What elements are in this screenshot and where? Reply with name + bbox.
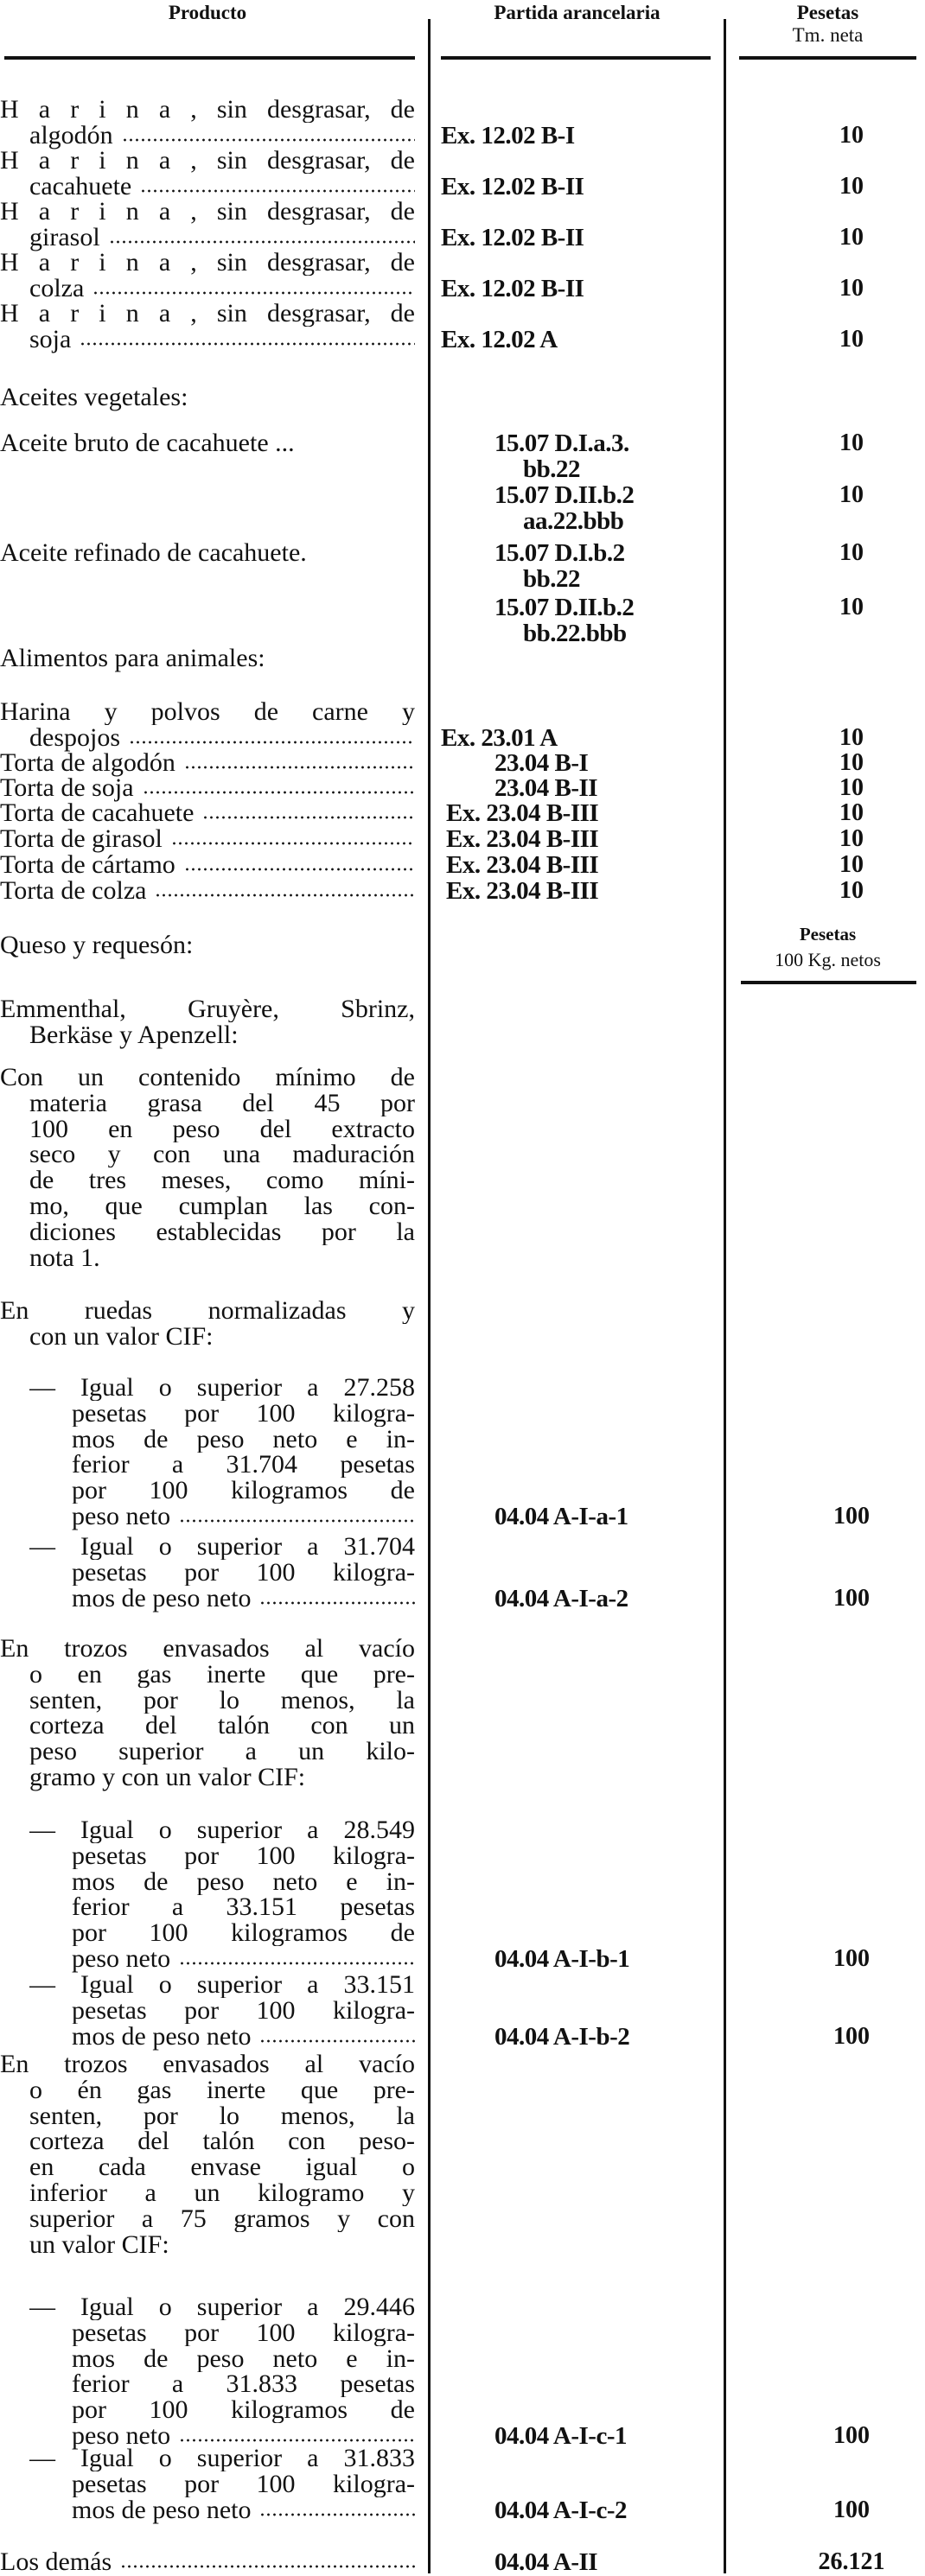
product-line [29,120,415,149]
product-label: Los demás [0,2547,112,2576]
dot-leader [259,1600,415,1606]
product-line: mos de peso neto e in- [72,2345,415,2372]
product-line: corteza del talón con un [29,1713,415,1740]
product-line [0,826,415,852]
dot-leader [179,1961,415,1966]
product-line: por 100 kilogramos de [72,1920,415,1947]
dot-leader [179,2438,415,2443]
header-rule [4,56,415,60]
partida-arancelaria: Ex. 12.02 B-I [441,121,575,149]
header-partida: Partida arancelaria [494,2,660,23]
product-line: H a r i n a , sin desgrasar, de [0,301,415,327]
product-line [0,852,415,878]
pesetas-value: 10 [839,877,864,904]
product-line: — Igual o superior a 31.704 [29,1534,415,1560]
pesetas-value: 10 [839,774,864,801]
pesetas-value: 10 [839,172,864,200]
partida-arancelaria: Ex. 12.02 A [441,325,558,353]
product-label: peso neto [72,1502,171,1530]
product-line: H a r i n a , sin desgrasar, de [0,199,415,225]
product-line: senten, por lo menos, la [29,2102,415,2129]
product-line: H a r i n a , sin desgrasar, de [0,148,415,174]
product-line: por 100 kilogramos de [72,2397,415,2424]
dot-leader [179,1518,415,1523]
header-rule [739,56,916,60]
partida-arancelaria: bb.22 [523,564,581,593]
product-line: Emmenthal, Gruyère, Sbrinz, [0,996,415,1022]
pesetas-value: 100 [833,1503,870,1530]
pesetas-value: 100 [833,2422,870,2449]
partida-arancelaria: Ex. 23.04 B-III [446,851,599,879]
partida-arancelaria: bb.22.bbb [523,619,627,647]
partida-arancelaria: Ex. 12.02 B-II [441,223,584,251]
product-line [72,1946,415,1972]
product-line: Con un contenido mínimo de [0,1065,415,1091]
product-line: — Igual o superior a 31.833 [29,2446,415,2471]
product-line [29,171,415,200]
dot-leader [92,290,415,296]
partida-arancelaria: 04.04 A-I-a-2 [494,1584,628,1612]
product-label: mos de peso neto [72,2495,252,2524]
product-line: H a r i n a , sin desgrasar, de [0,250,415,276]
dot-leader [120,2564,415,2569]
product-line: de tres meses, como míni- [29,1167,415,1194]
section-heading: Alimentos para animales: [0,644,265,672]
product-label: Torta de cacahuete [0,798,195,827]
product-line: en cada envase igual o [29,2154,415,2181]
product-label: mos de peso neto [72,1583,252,1612]
product-line: senten, por lo menos, la [29,1687,415,1714]
partida-arancelaria: 04.04 A-I-c-1 [494,2422,627,2450]
pesetas-value: 100 [833,1584,870,1612]
product-line: nota 1. [29,1243,100,1272]
product-line: por 100 kilogramos de [72,1478,415,1504]
product-line: seco y con una maduración [29,1142,415,1168]
partida-arancelaria: Ex. 23.01 A [441,723,558,752]
dot-leader [202,815,415,820]
pesetas-value: 100 [833,2496,870,2523]
product-line [29,222,415,251]
product-line: o én gas inerte que pre- [29,2077,415,2103]
pesetas-value: 10 [839,594,864,620]
dot-leader [259,2039,415,2044]
product-line: pesetas por 100 kilogra- [72,2471,415,2497]
dot-leader [171,841,415,846]
pesetas-value: 10 [839,851,864,878]
product-line [29,722,415,752]
product-label: cacahuete [29,171,132,200]
product-label: mos de peso neto [72,2021,252,2051]
partida-arancelaria: 15.07 D.I.a.3. [494,429,629,457]
product-line [72,2497,415,2523]
product-line: un valor CIF: [29,2229,169,2259]
product-line: inferior a un kilogramo y [29,2180,415,2206]
product-line: pesetas por 100 kilogra- [72,1842,415,1869]
partida-arancelaria: Ex. 23.04 B-III [446,825,599,853]
product-line: con un valor CIF: [29,1321,214,1351]
product-line [0,750,415,776]
product-line: H a r i n a , sin desgrasar, de [0,97,415,123]
dot-leader [122,137,415,143]
product-label: Torta de algodón [0,748,175,777]
product-line: Harina y polvos de carne y [0,699,415,725]
partida-arancelaria: 04.04 A-I-b-2 [494,2022,630,2051]
product-label: peso neto [72,2421,171,2450]
product-label: girasol [29,222,100,251]
product-line: — Igual o superior a 27.258 [29,1375,415,1401]
product-line: 100 en peso del extracto [29,1116,415,1142]
product-label: algodón [29,120,113,149]
dot-leader [184,765,415,770]
column-divider [724,19,726,2573]
partida-arancelaria: 23.04 B-II [494,774,598,802]
product-label: colza [29,273,85,302]
product-line: materia grasa del 45 por [29,1090,415,1116]
unit-header-rule [741,981,916,984]
dot-leader [184,867,415,872]
pesetas-value: 10 [839,539,864,566]
partida-arancelaria: aa.22.bbb [523,506,624,535]
header-producto: Producto [168,2,247,23]
product-line [72,2021,415,2051]
product-line [72,1504,415,1530]
dot-leader [143,790,415,795]
pesetas-value: 10 [839,429,864,456]
product-line: — Igual o superior a 28.549 [29,1817,415,1843]
product-line: En trozos envasados al vacío [0,2051,415,2077]
product-line: mo, que cumplan las con- [29,1193,415,1219]
pesetas-value: 10 [839,723,864,751]
pesetas-value: 10 [839,749,864,776]
pesetas-value: 10 [839,325,864,353]
partida-arancelaria: Ex. 23.04 B-III [446,799,599,827]
partida-arancelaria: 04.04 A-I-c-2 [494,2496,627,2524]
pesetas-value: 10 [839,223,864,251]
partida-arancelaria: Ex. 23.04 B-III [446,877,599,905]
product-line: mos de peso neto e in- [72,1868,415,1895]
product-label: Torta de girasol [0,824,163,853]
unit-header-line2: 100 Kg. netos [775,949,881,970]
product-line: mos de peso neto e in- [72,1426,415,1453]
pesetas-value: 100 [833,1945,870,1972]
product-line [0,775,415,801]
product-line: pesetas por 100 kilogra- [72,1559,415,1586]
product-line: — Igual o superior a 33.151 [29,1972,415,1998]
partida-arancelaria: 04.04 A-II [494,2548,598,2576]
product-line: corteza del talón con peso- [29,2128,415,2155]
product-label: Torta de soja [0,773,134,802]
product-line [0,800,415,826]
product-line: pesetas por 100 kilogra- [72,2319,415,2346]
product-line: ferior a 31.833 pesetas [72,2371,415,2398]
product-line: o en gas inerte que pre- [29,1661,415,1688]
partida-arancelaria: 15.07 D.II.b.2 [494,594,635,621]
product-line: — Igual o superior a 29.446 [29,2294,415,2320]
product-line: ferior a 33.151 pesetas [72,1894,415,1921]
partida-arancelaria: Ex. 12.02 B-II [441,172,584,200]
pesetas-value: 10 [839,121,864,149]
pesetas-value: 26.121 [818,2548,885,2575]
product-line: superior a 75 gramos y con [29,2205,415,2232]
section-heading: Aceites vegetales: [0,383,188,411]
product-line: diciones establecidas por la [29,1218,415,1245]
partida-arancelaria: 04.04 A-I-b-1 [494,1945,630,1973]
product-label: despojos [29,722,120,752]
product-line: gramo y con un valor CIF: [29,1763,306,1791]
partida-arancelaria: Ex. 12.02 B-II [441,274,584,302]
partida-arancelaria: 15.07 D.I.b.2 [494,539,625,567]
header-pesetas-line2: Tm. neta [792,24,864,46]
section-heading: Aceite refinado de cacahuete. [0,538,307,567]
product-label: Torta de colza [0,876,147,905]
pesetas-value: 10 [839,799,864,826]
product-line: pesetas por 100 kilogra- [72,1400,415,1427]
product-line [0,878,415,904]
dot-leader [129,740,415,745]
dot-leader [259,2512,415,2517]
product-line [0,2549,415,2575]
product-line: En ruedas normalizadas y [0,1298,415,1324]
product-line: Berkäse y Apenzell: [29,1020,239,1049]
header-rule [441,56,711,60]
section-heading: Aceite bruto de cacahuete ... [0,429,295,457]
section-heading: Queso y requesón: [0,931,194,959]
product-line: peso superior a un kilo- [29,1739,415,1765]
dot-leader [140,188,415,194]
pesetas-value: 10 [839,825,864,852]
pesetas-value: 10 [839,481,864,508]
pesetas-value: 100 [833,2022,870,2050]
dot-leader [80,341,415,347]
product-label: peso neto [72,1944,171,1973]
unit-header-line1: Pesetas [799,924,857,945]
partida-arancelaria: 04.04 A-I-a-1 [494,1503,628,1530]
product-line: pesetas por 100 kilogra- [72,1997,415,2024]
header-pesetas-line1: Pesetas [796,2,859,23]
dot-leader [109,239,415,245]
column-divider [428,19,431,2573]
pesetas-value: 10 [839,274,864,302]
product-line [29,273,415,302]
product-line: ferior a 31.704 pesetas [72,1452,415,1479]
product-line [72,1583,415,1612]
dot-leader [155,893,415,898]
product-label: Torta de cártamo [0,850,175,879]
product-label: soja [29,324,72,353]
partida-arancelaria: 23.04 B-I [494,749,589,777]
product-line [29,324,415,353]
partida-arancelaria: 15.07 D.II.b.2 [494,481,635,509]
partida-arancelaria: bb.22 [523,455,581,483]
product-line: En trozos envasados al vacío [0,1636,415,1662]
